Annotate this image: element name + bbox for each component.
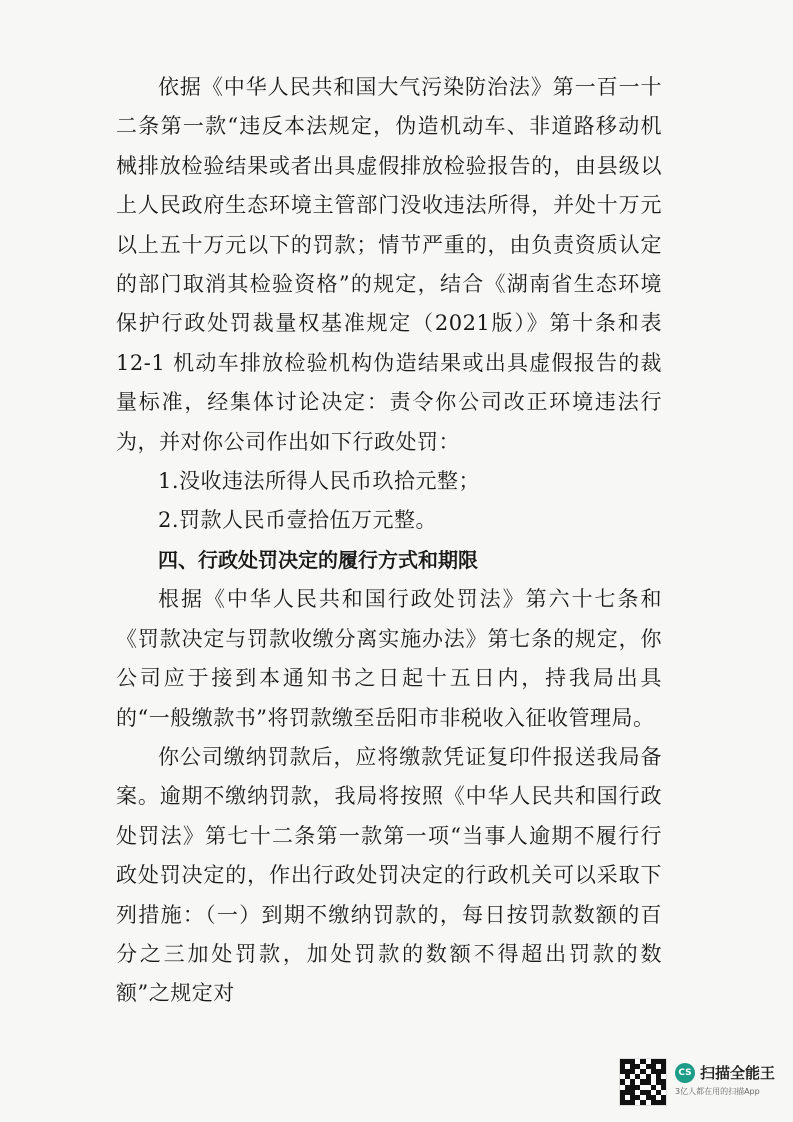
paragraph-payment-method: 根据《中华人民共和国行政处罚法》第六十七条和《罚款决定与罚款收缴分离实施办法》第七条的规定，你公司应于接到本通知书之日起十五日内，持我局出具的“一般缴款书”将罚款缴至岳阳市非税收入征收管理局。 — [116, 587, 662, 730]
paragraph-late-payment: 你公司缴纳罚款后，应将缴款凭证复印件报送我局备案。逾期不缴纳罚款，我局将按照《中华人民共和国行政处罚法》第七十二条第一款第一项“当事人逾期不履行行政处罚决定的，作出行政处罚决定的行政机关可以采取下列措施：（一）到期不缴纳罚款的，每日按罚款数额的百分之三加处罚款，加处罚款的数额不得超出罚款的数额”之规定对 — [116, 744, 662, 1006]
camscanner-logo-icon: CS — [675, 1063, 695, 1083]
brand-block — [675, 1058, 775, 1097]
brand-name: 扫描全能王 — [699, 1064, 775, 1082]
document-body — [116, 68, 662, 1014]
qr-code-icon — [619, 1058, 667, 1106]
brand-tagline: 3亿人都在用的扫描App — [674, 1087, 760, 1096]
penalty-item-1: 1.没收违法所得人民币玖拾元整； — [158, 469, 481, 494]
paragraph-legal-basis: 依据《中华人民共和国大气污染防治法》第一百一十二条第一款“违反本法规定，伪造机动车、非道路移动机械排放检验结果或者出具虚假排放检验报告的，由县级以上人民政府生态环境主管部门没收违法所得，并处十万元以上五十万元以下的罚款；情节严重的，由负责资质认定的部门取消其检验资格”的规定，结合《湖南省生态环境保护行政处罚裁量权基准规定（2021版）》第十条和表12-1 机动车排放检验机构伪造结果或出具虚假报告的裁量标准，经集体讨论决定：责令你公司改正环境违法行为，并对你公司作出如下行政处罚： — [116, 75, 662, 454]
scanner-watermark — [619, 1058, 775, 1106]
section-heading: 四、行政处罚决定的履行方式和期限 — [158, 547, 478, 572]
penalty-item-2: 2.罚款人民币壹拾伍万元整。 — [158, 508, 438, 533]
